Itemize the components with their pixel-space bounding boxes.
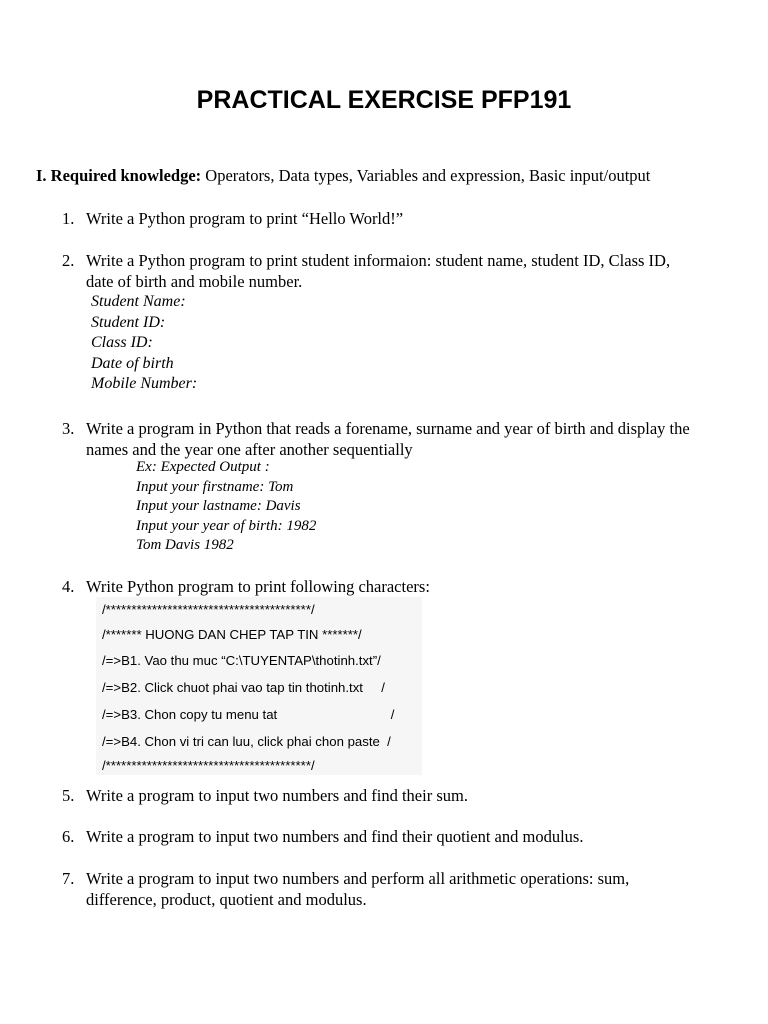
item-number: 5.: [62, 786, 75, 805]
item-text: Write Python program to print following characters:: [86, 577, 430, 596]
example-line: Ex: Expected Output :: [136, 459, 270, 475]
item-text: Write a program to input two numbers and find their quotient and modulus.: [86, 827, 584, 846]
item-number: 7.: [62, 869, 75, 888]
example-output: [136, 458, 316, 556]
item-number: 3.: [62, 419, 75, 438]
student-id-field: Student ID:: [91, 313, 166, 331]
section-label: I. Required knowledge:: [36, 166, 202, 185]
example-line: Input your firstname: Tom: [136, 478, 294, 495]
exercise-item-7: [62, 868, 742, 910]
section-heading: [36, 166, 650, 186]
exercise-item-1: [62, 208, 742, 229]
item-text: names and the year one after another sequentially: [86, 440, 413, 459]
page-title: PRACTICAL EXERCISE PFP191: [196, 86, 572, 114]
mobile-number-field: Mobile Number:: [91, 375, 198, 393]
item-text: Write a Python program to print student informaion: student name, student ID, Class ID,: [86, 251, 671, 270]
item-text: Write a Python program to print “Hello World!”: [86, 209, 404, 228]
item-number: 2.: [62, 251, 75, 270]
item-number: 6.: [62, 827, 75, 846]
item-number: 1.: [62, 209, 75, 228]
student-fields: [91, 292, 197, 395]
exercise-item-4: [62, 576, 742, 597]
student-name-field: Student Name:: [91, 293, 186, 310]
code-output-box: [96, 597, 422, 775]
item-text: date of birth and mobile number.: [86, 272, 303, 291]
example-line: Input your year of birth: 1982: [136, 517, 317, 534]
example-line: Input your lastname: Davis: [136, 498, 301, 515]
item-text: Write a program in Python that reads a forename, surname and year of birth and display the: [86, 419, 690, 438]
exercise-item-2: [62, 250, 742, 292]
item-number: 4.: [62, 577, 75, 596]
code-line: /=>B2. Click chuot phai vao tap tin thotinh.txt /: [102, 680, 385, 695]
item-text: Write a program to input two numbers and find their sum.: [86, 786, 468, 805]
code-line: /****************************************/: [102, 602, 315, 617]
code-line: /****************************************/: [102, 758, 315, 773]
exercise-item-5: [62, 785, 742, 806]
example-line: Tom Davis 1982: [136, 537, 234, 554]
code-line: /******* HUONG DAN CHEP TAP TIN *******/: [102, 627, 362, 642]
date-of-birth-field: Date of birth: [91, 354, 174, 372]
item-text: Write a program to input two numbers and perform all arithmetic operations: sum,: [86, 869, 630, 888]
class-id-field: Class ID:: [91, 334, 153, 352]
item-text: difference, product, quotient and modulus.: [86, 890, 367, 909]
code-line: /=>B4. Chon vi tri can luu, click phai chon paste /: [102, 734, 391, 749]
exercise-item-3: [62, 418, 742, 460]
exercise-item-6: [62, 826, 742, 847]
code-line: /=>B1. Vao thu muc “C:\TUYENTAP\thotinh.txt”/: [102, 653, 381, 668]
code-line: /=>B3. Chon copy tu menu tat /: [102, 707, 395, 722]
section-topics: Operators, Data types, Variables and expression, Basic input/output: [201, 166, 651, 185]
